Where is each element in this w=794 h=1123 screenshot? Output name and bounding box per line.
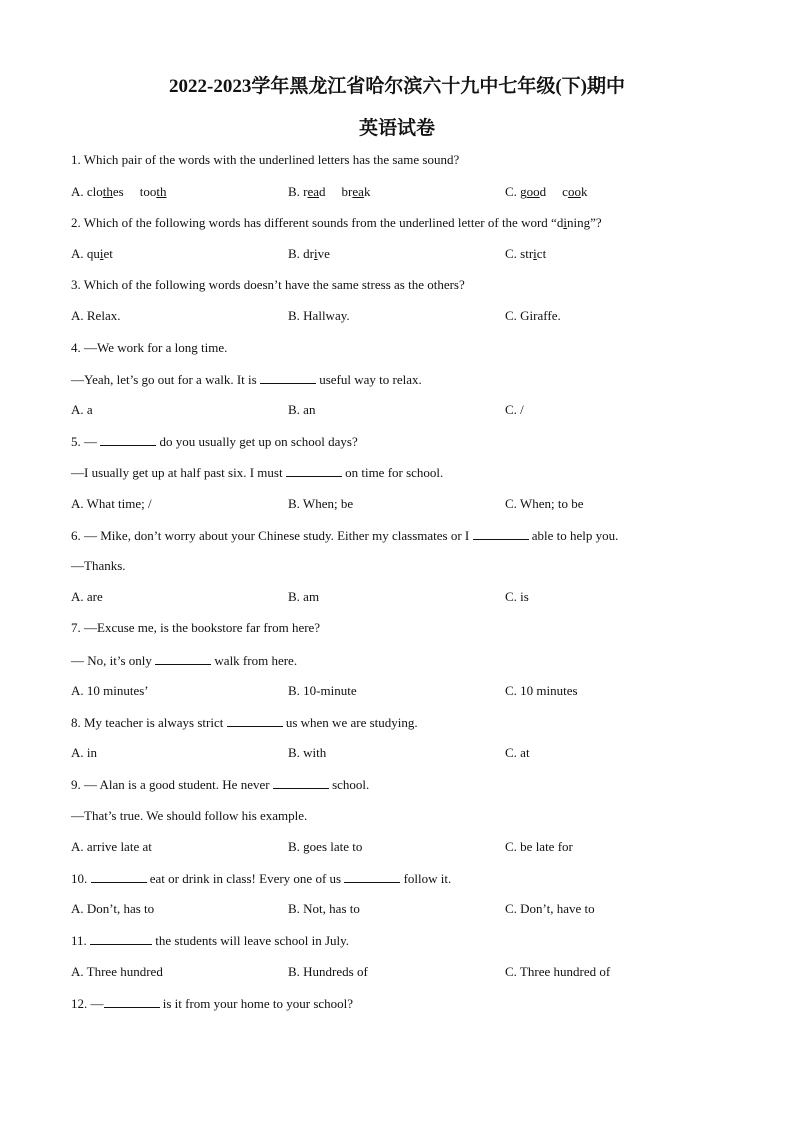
question-7-option-c: C. 10 minutes xyxy=(505,683,578,698)
question-11-option-c: C. Three hundred of xyxy=(505,964,611,979)
question-8-option-a: A. in xyxy=(71,745,97,760)
question-11-line-1: 11. the students will leave school in July. xyxy=(71,933,350,948)
question-9-option-b: B. goes late to xyxy=(288,839,363,854)
question-4-option-b: B. an xyxy=(288,402,316,417)
answer-blank xyxy=(344,870,400,883)
answer-blank xyxy=(227,714,283,727)
question-1-option-a: A. clothes tooth xyxy=(71,184,167,199)
question-8-option-b: B. with xyxy=(288,745,327,760)
question-2-option-c: C. strict xyxy=(505,246,547,261)
question-12-line-1: 12. — is it from your home to your school? xyxy=(71,996,354,1011)
answer-blank xyxy=(286,464,342,477)
answer-blank xyxy=(90,932,152,945)
answer-blank xyxy=(104,995,160,1008)
question-5-line-2: —I usually get up at half past six. I must on time for school. xyxy=(71,465,444,480)
question-9-line-2: —That’s true. We should follow his example. xyxy=(71,808,308,823)
question-10-option-c: C. Don’t, have to xyxy=(505,901,595,916)
question-3-option-c: C. Giraffe. xyxy=(505,308,561,323)
question-6-option-c: C. is xyxy=(505,589,529,604)
question-11-option-b: B. Hundreds of xyxy=(288,964,368,979)
question-4-line-2: —Yeah, let’s go out for a walk. It is useful way to relax. xyxy=(71,372,422,387)
answer-blank xyxy=(473,527,529,540)
answer-blank xyxy=(155,652,211,665)
question-6-line-1: 6. — Mike, don’t worry about your Chinese study. Either my classmates or I able to help you. xyxy=(71,528,619,543)
question-3-stem: 3. Which of the following words doesn’t have the same stress as the others? xyxy=(71,277,465,292)
question-7-line-1: 7. —Excuse me, is the bookstore far from here? xyxy=(71,620,321,635)
answer-blank xyxy=(273,776,329,789)
question-10-line-1: 10. eat or drink in class! Every one of us follow it. xyxy=(71,871,452,886)
question-6-option-a: A. are xyxy=(71,589,103,604)
answer-blank xyxy=(100,433,156,446)
exam-title: 2022-2023学年黑龙江省哈尔滨六十九中七年级(下)期中 xyxy=(169,76,625,97)
question-11-option-a: A. Three hundred xyxy=(71,964,163,979)
question-4-line-1: 4. —We work for a long time. xyxy=(71,340,228,355)
exam-subtitle: 英语试卷 xyxy=(358,118,435,139)
question-7-line-2: — No, it’s only walk from here. xyxy=(71,653,298,668)
question-1-option-c: C. good cook xyxy=(505,184,588,199)
question-2-option-a: A. quiet xyxy=(71,246,113,261)
question-4-option-a: A. a xyxy=(71,402,93,417)
question-8-option-c: C. at xyxy=(505,745,530,760)
question-2-stem: 2. Which of the following words has different sounds from the underlined letter of the word “dining”? xyxy=(71,215,602,230)
question-5-option-b: B. When; be xyxy=(288,496,354,511)
question-5-option-a: A. What time; / xyxy=(71,496,152,511)
question-7-option-a: A. 10 minutes’ xyxy=(71,683,149,698)
question-7-option-b: B. 10-minute xyxy=(288,683,357,698)
question-2-option-b: B. drive xyxy=(288,246,330,261)
answer-blank xyxy=(91,870,147,883)
question-4-option-c: C. / xyxy=(505,402,524,417)
question-9-line-1: 9. — Alan is a good student. He never school. xyxy=(71,777,370,792)
question-3-option-b: B. Hallway. xyxy=(288,308,350,323)
question-9-option-a: A. arrive late at xyxy=(71,839,152,854)
answer-blank xyxy=(260,371,316,384)
question-3-option-a: A. Relax. xyxy=(71,308,121,323)
question-10-option-b: B. Not, has to xyxy=(288,901,360,916)
question-5-option-c: C. When; to be xyxy=(505,496,584,511)
question-1-stem: 1. Which pair of the words with the underlined letters has the same sound? xyxy=(71,152,460,167)
question-1-option-b: B. read break xyxy=(288,184,371,199)
question-6-option-b: B. am xyxy=(288,589,320,604)
question-10-option-a: A. Don’t, has to xyxy=(71,901,155,916)
question-9-option-c: C. be late for xyxy=(505,839,573,854)
question-6-line-2: —Thanks. xyxy=(71,558,126,573)
question-5-line-1: 5. — do you usually get up on school days? xyxy=(71,434,358,449)
question-8-line-1: 8. My teacher is always strict us when we are studying. xyxy=(71,715,418,730)
